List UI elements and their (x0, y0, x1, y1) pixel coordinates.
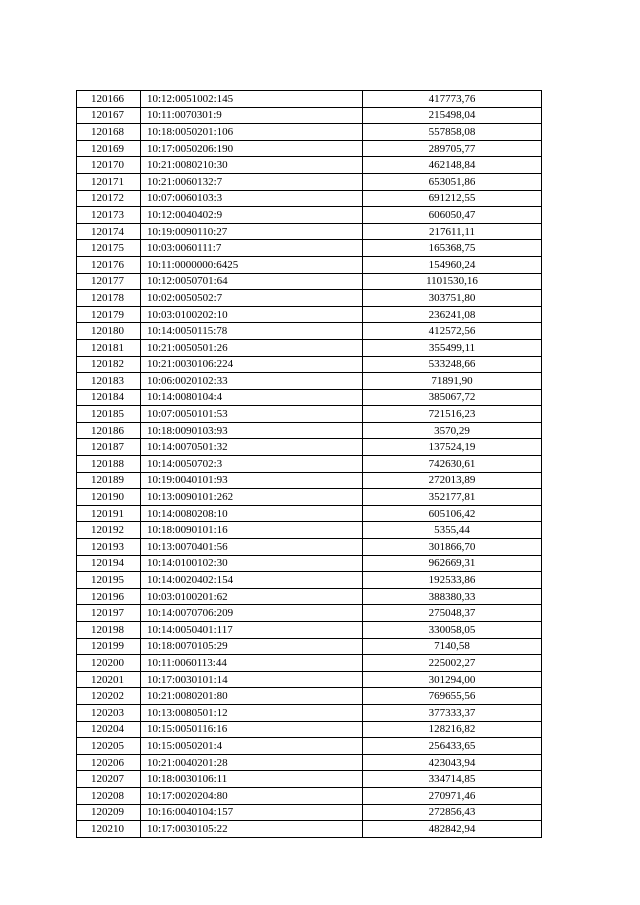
row-id-cell: 120190 (77, 489, 141, 506)
amount-cell: 417773,76 (363, 91, 542, 108)
amount-cell: 165368,75 (363, 240, 542, 257)
amount-cell: 225002,27 (363, 655, 542, 672)
amount-cell: 423043,94 (363, 754, 542, 771)
row-id-cell: 120210 (77, 821, 141, 838)
table-row (77, 173, 542, 190)
cadastral-number-cell: 10:19:0040101:93 (141, 472, 363, 489)
row-id-cell: 120169 (77, 140, 141, 157)
table-row (77, 207, 542, 224)
amount-cell: 289705,77 (363, 140, 542, 157)
table-row (77, 721, 542, 738)
cadastral-number-cell: 10:14:0050702:3 (141, 456, 363, 473)
amount-cell: 303751,80 (363, 290, 542, 307)
amount-cell: 5355,44 (363, 522, 542, 539)
row-id-cell: 120206 (77, 754, 141, 771)
amount-cell: 557858,08 (363, 124, 542, 141)
row-id-cell: 120187 (77, 439, 141, 456)
amount-cell: 215498,04 (363, 107, 542, 124)
cadastral-number-cell: 10:11:0070301:9 (141, 107, 363, 124)
row-id-cell: 120196 (77, 588, 141, 605)
table-row (77, 588, 542, 605)
table-row (77, 505, 542, 522)
row-id-cell: 120199 (77, 638, 141, 655)
row-id-cell: 120178 (77, 290, 141, 307)
row-id-cell: 120183 (77, 373, 141, 390)
table-row (77, 406, 542, 423)
cadastral-number-cell: 10:13:0070401:56 (141, 539, 363, 556)
cadastral-number-cell: 10:06:0020102:33 (141, 373, 363, 390)
row-id-cell: 120177 (77, 273, 141, 290)
table-row (77, 622, 542, 639)
amount-cell: 388380,33 (363, 588, 542, 605)
table-row (77, 655, 542, 672)
row-id-cell: 120197 (77, 605, 141, 622)
table-row (77, 107, 542, 124)
amount-cell: 270971,46 (363, 787, 542, 804)
cadastral-number-cell: 10:21:0080201:80 (141, 688, 363, 705)
table-row (77, 555, 542, 572)
row-id-cell: 120182 (77, 356, 141, 373)
cadastral-number-cell: 10:15:0050201:4 (141, 738, 363, 755)
table-row (77, 638, 542, 655)
row-id-cell: 120166 (77, 91, 141, 108)
cadastral-number-cell: 10:07:0060103:3 (141, 190, 363, 207)
row-id-cell: 120168 (77, 124, 141, 141)
amount-cell: 412572,56 (363, 323, 542, 340)
table-row (77, 140, 542, 157)
amount-cell: 1101530,16 (363, 273, 542, 290)
amount-cell: 217611,11 (363, 223, 542, 240)
amount-cell: 533248,66 (363, 356, 542, 373)
table-row (77, 522, 542, 539)
table-row (77, 439, 542, 456)
cadastral-number-cell: 10:21:0050501:26 (141, 339, 363, 356)
amount-cell: 137524,19 (363, 439, 542, 456)
table-row (77, 456, 542, 473)
table-row (77, 572, 542, 589)
cadastral-number-cell: 10:14:0100102:30 (141, 555, 363, 572)
amount-cell: 272013,89 (363, 472, 542, 489)
amount-cell: 71891,90 (363, 373, 542, 390)
amount-cell: 721516,23 (363, 406, 542, 423)
table-body (77, 91, 542, 838)
amount-cell: 192533,86 (363, 572, 542, 589)
row-id-cell: 120192 (77, 522, 141, 539)
table-row (77, 422, 542, 439)
amount-cell: 154960,24 (363, 256, 542, 273)
cadastral-number-cell: 10:14:0070706:209 (141, 605, 363, 622)
row-id-cell: 120185 (77, 406, 141, 423)
amount-cell: 301294,00 (363, 671, 542, 688)
cadastral-number-cell: 10:03:0100201:62 (141, 588, 363, 605)
row-id-cell: 120167 (77, 107, 141, 124)
cadastral-number-cell: 10:12:0040402:9 (141, 207, 363, 224)
row-id-cell: 120189 (77, 472, 141, 489)
cadastral-number-cell: 10:03:0060111:7 (141, 240, 363, 257)
cadastral-number-cell: 10:18:0070105:29 (141, 638, 363, 655)
row-id-cell: 120207 (77, 771, 141, 788)
cadastral-number-cell: 10:21:0030106:224 (141, 356, 363, 373)
amount-cell: 606050,47 (363, 207, 542, 224)
row-id-cell: 120170 (77, 157, 141, 174)
table-row (77, 738, 542, 755)
cadastral-number-cell: 10:15:0050116:16 (141, 721, 363, 738)
amount-cell: 691212,55 (363, 190, 542, 207)
amount-cell: 355499,11 (363, 339, 542, 356)
cadastral-number-cell: 10:21:0040201:28 (141, 754, 363, 771)
cadastral-number-cell: 10:17:0050206:190 (141, 140, 363, 157)
cadastral-number-cell: 10:18:0050201:106 (141, 124, 363, 141)
amount-cell: 7140,58 (363, 638, 542, 655)
table-row (77, 787, 542, 804)
amount-cell: 256433,65 (363, 738, 542, 755)
amount-cell: 462148,84 (363, 157, 542, 174)
amount-cell: 301866,70 (363, 539, 542, 556)
table-row (77, 704, 542, 721)
cadastral-number-cell: 10:18:0090101:16 (141, 522, 363, 539)
table-row (77, 323, 542, 340)
table-row (77, 339, 542, 356)
amount-cell: 330058,05 (363, 622, 542, 639)
table-row (77, 754, 542, 771)
row-id-cell: 120209 (77, 804, 141, 821)
cadastral-number-cell: 10:17:0030101:14 (141, 671, 363, 688)
row-id-cell: 120198 (77, 622, 141, 639)
cadastral-number-cell: 10:12:0051002:145 (141, 91, 363, 108)
cadastral-number-cell: 10:21:0080210:30 (141, 157, 363, 174)
amount-cell: 482842,94 (363, 821, 542, 838)
row-id-cell: 120180 (77, 323, 141, 340)
cadastral-number-cell: 10:13:0090101:262 (141, 489, 363, 506)
row-id-cell: 120186 (77, 422, 141, 439)
cadastral-number-cell: 10:14:0050401:117 (141, 622, 363, 639)
amount-cell: 352177,81 (363, 489, 542, 506)
table-row (77, 256, 542, 273)
cadastral-number-cell: 10:19:0090110:27 (141, 223, 363, 240)
amount-cell: 236241,08 (363, 306, 542, 323)
row-id-cell: 120176 (77, 256, 141, 273)
row-id-cell: 120188 (77, 456, 141, 473)
table-row (77, 240, 542, 257)
cadastral-number-cell: 10:16:0040104:157 (141, 804, 363, 821)
amount-cell: 385067,72 (363, 389, 542, 406)
row-id-cell: 120191 (77, 505, 141, 522)
cadastral-number-cell: 10:03:0100202:10 (141, 306, 363, 323)
cadastral-number-cell: 10:07:0050101:53 (141, 406, 363, 423)
cadastral-number-cell: 10:13:0080501:12 (141, 704, 363, 721)
row-id-cell: 120179 (77, 306, 141, 323)
row-id-cell: 120194 (77, 555, 141, 572)
cadastral-number-cell: 10:17:0020204:80 (141, 787, 363, 804)
cadastral-number-cell: 10:02:0050502:7 (141, 290, 363, 307)
row-id-cell: 120184 (77, 389, 141, 406)
amount-cell: 128216,82 (363, 721, 542, 738)
cadastral-number-cell: 10:17:0030105:22 (141, 821, 363, 838)
table-row (77, 605, 542, 622)
table-row (77, 223, 542, 240)
cadastral-number-cell: 10:18:0030106:11 (141, 771, 363, 788)
table-row (77, 389, 542, 406)
amount-cell: 272856,43 (363, 804, 542, 821)
table-row (77, 373, 542, 390)
table-row (77, 821, 542, 838)
table-row (77, 290, 542, 307)
table-row (77, 472, 542, 489)
cadastral-number-cell: 10:14:0050115:78 (141, 323, 363, 340)
table-row (77, 124, 542, 141)
row-id-cell: 120171 (77, 173, 141, 190)
row-id-cell: 120205 (77, 738, 141, 755)
table-row (77, 489, 542, 506)
table-row (77, 771, 542, 788)
cadastral-number-cell: 10:14:0070501:32 (141, 439, 363, 456)
row-id-cell: 120175 (77, 240, 141, 257)
table-row (77, 539, 542, 556)
row-id-cell: 120174 (77, 223, 141, 240)
data-table (76, 90, 542, 838)
amount-cell: 962669,31 (363, 555, 542, 572)
cadastral-number-cell: 10:12:0050701:64 (141, 273, 363, 290)
table-row (77, 306, 542, 323)
row-id-cell: 120201 (77, 671, 141, 688)
table-row (77, 91, 542, 108)
amount-cell: 605106,42 (363, 505, 542, 522)
cadastral-number-cell: 10:14:0080208:10 (141, 505, 363, 522)
table-row (77, 688, 542, 705)
amount-cell: 334714,85 (363, 771, 542, 788)
table-row (77, 157, 542, 174)
amount-cell: 275048,37 (363, 605, 542, 622)
row-id-cell: 120193 (77, 539, 141, 556)
amount-cell: 769655,56 (363, 688, 542, 705)
table-row (77, 190, 542, 207)
cadastral-number-cell: 10:18:0090103:93 (141, 422, 363, 439)
row-id-cell: 120172 (77, 190, 141, 207)
amount-cell: 653051,86 (363, 173, 542, 190)
cadastral-number-cell: 10:14:0020402:154 (141, 572, 363, 589)
amount-cell: 742630,61 (363, 456, 542, 473)
amount-cell: 377333,37 (363, 704, 542, 721)
cadastral-number-cell: 10:14:0080104:4 (141, 389, 363, 406)
row-id-cell: 120203 (77, 704, 141, 721)
table-row (77, 671, 542, 688)
row-id-cell: 120204 (77, 721, 141, 738)
row-id-cell: 120173 (77, 207, 141, 224)
amount-cell: 3570,29 (363, 422, 542, 439)
table-row (77, 273, 542, 290)
cadastral-number-cell: 10:11:0060113:44 (141, 655, 363, 672)
table-row (77, 356, 542, 373)
row-id-cell: 120181 (77, 339, 141, 356)
row-id-cell: 120202 (77, 688, 141, 705)
row-id-cell: 120195 (77, 572, 141, 589)
row-id-cell: 120200 (77, 655, 141, 672)
table-row (77, 804, 542, 821)
cadastral-number-cell: 10:21:0060132:7 (141, 173, 363, 190)
cadastral-number-cell: 10:11:0000000:6425 (141, 256, 363, 273)
row-id-cell: 120208 (77, 787, 141, 804)
